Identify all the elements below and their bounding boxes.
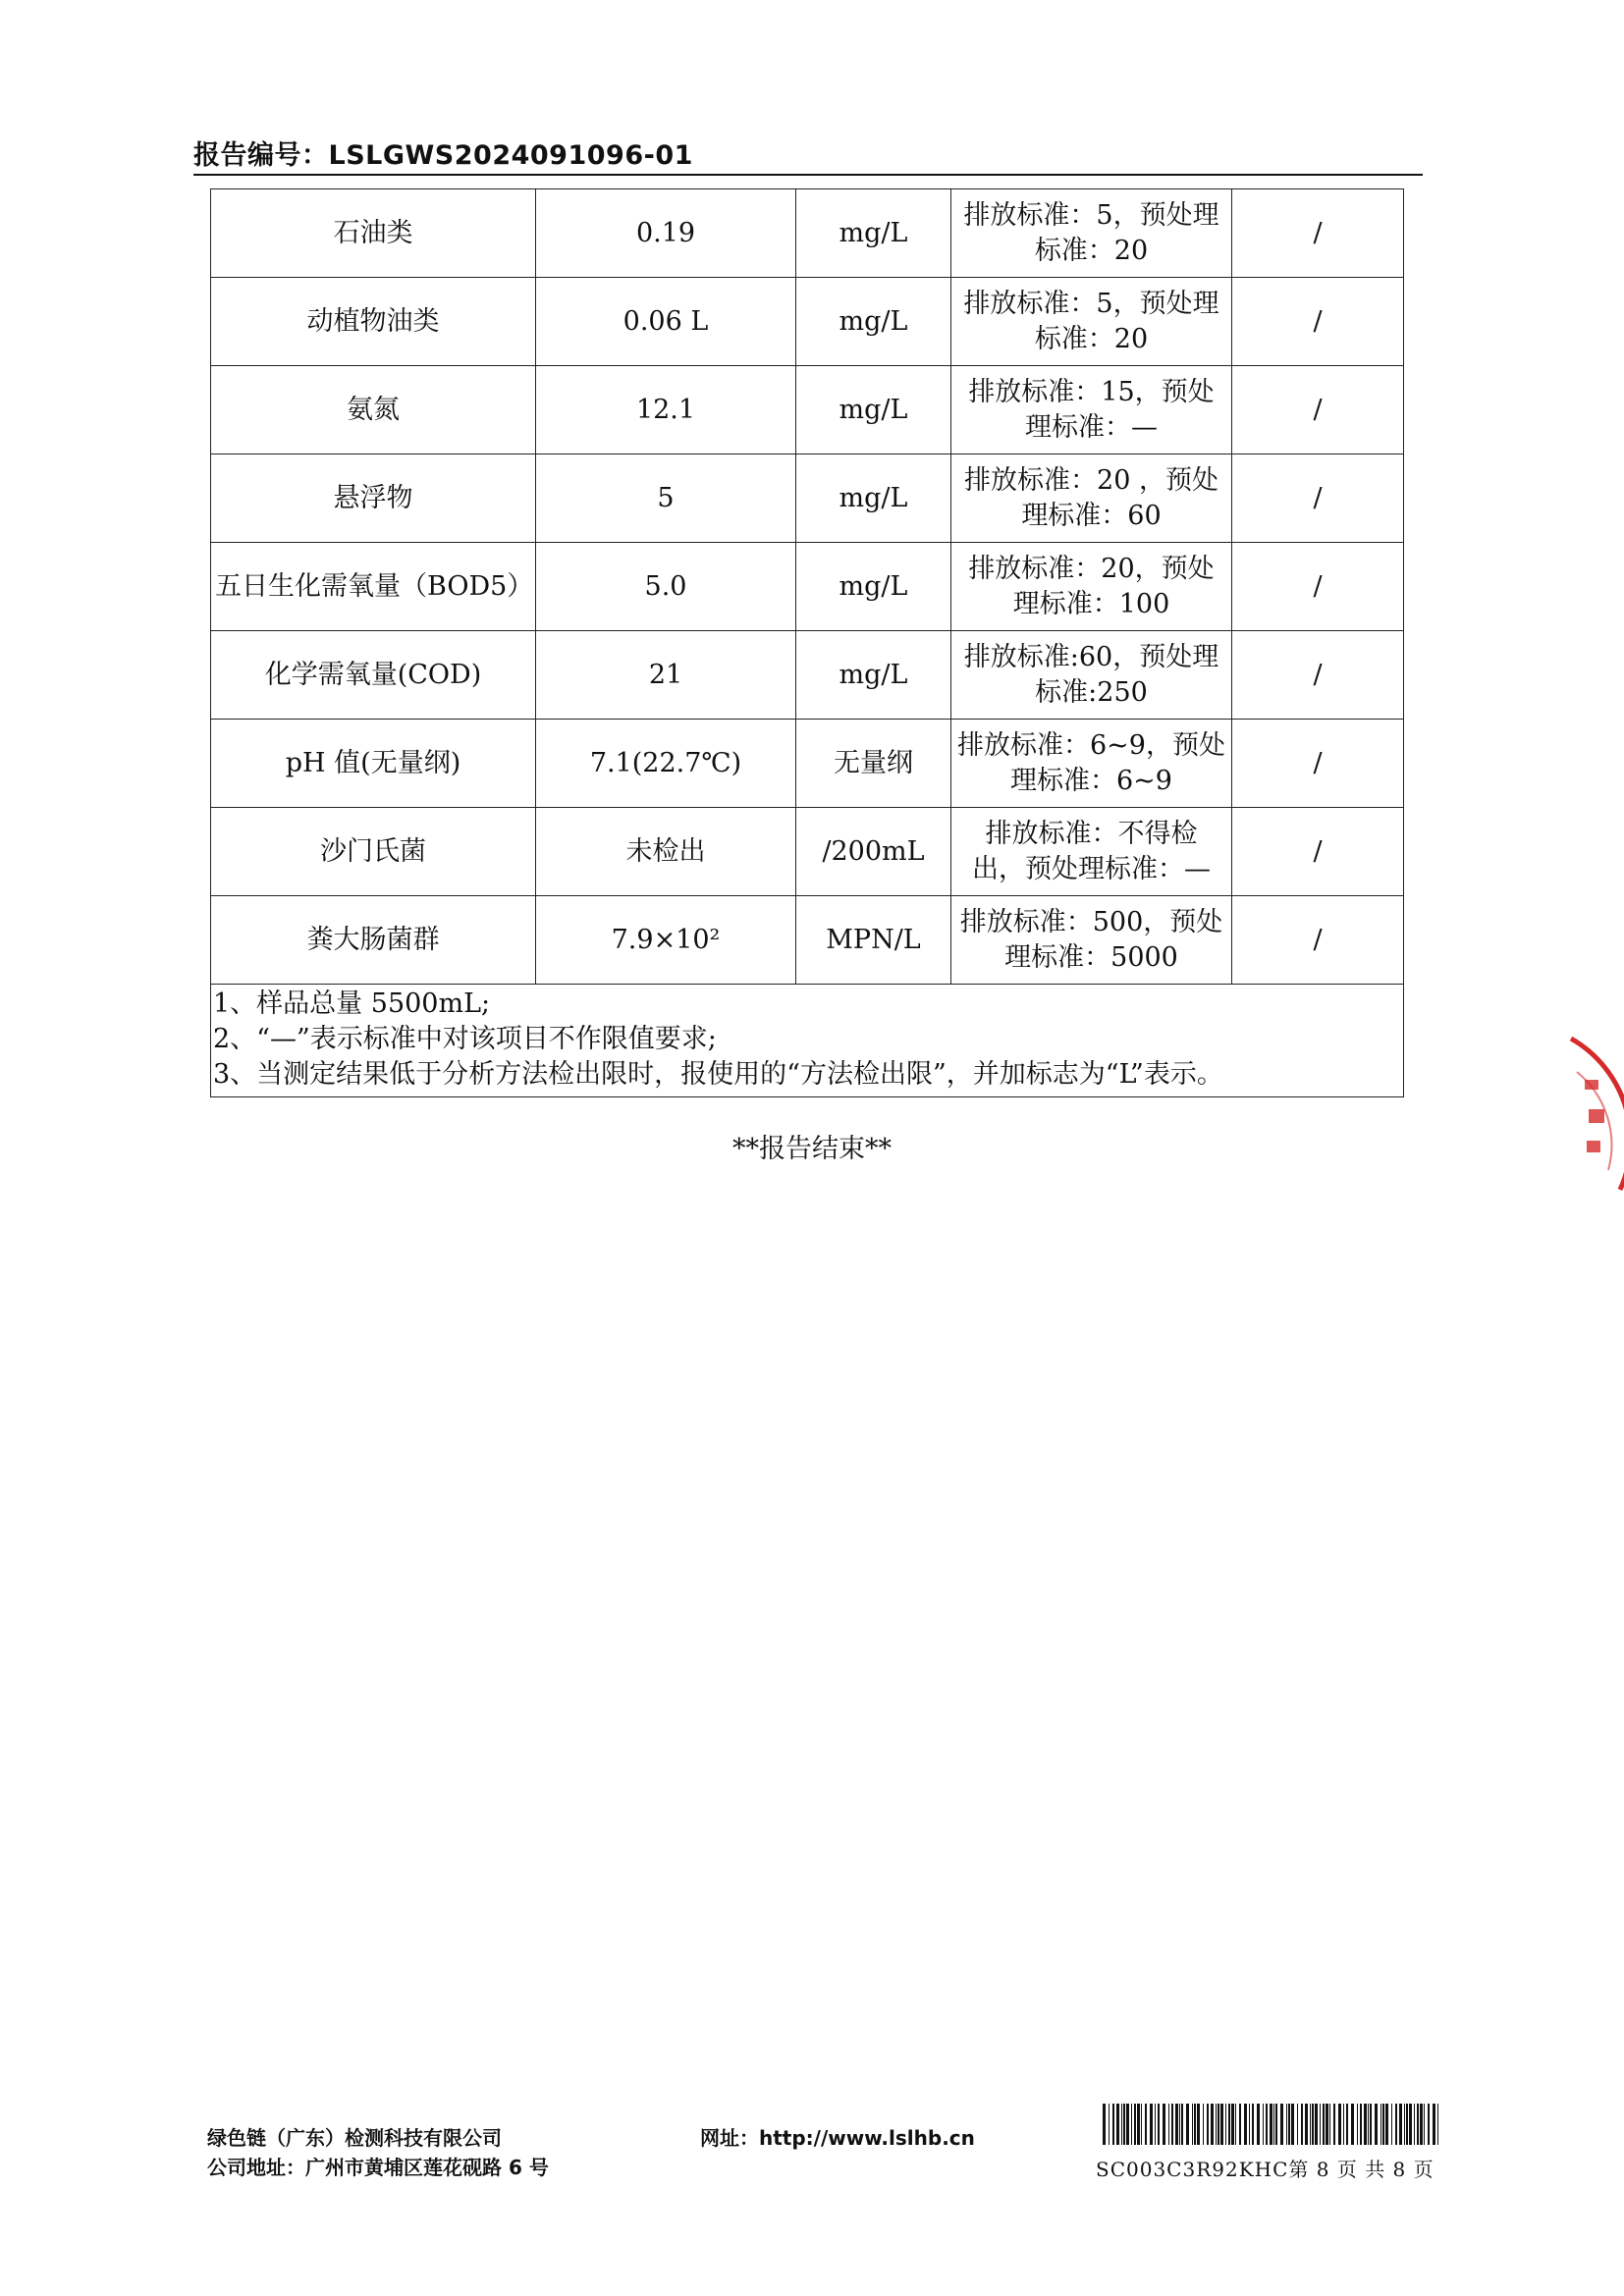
item-unit: mg/L	[796, 454, 951, 543]
barcode-bar	[1424, 2104, 1425, 2145]
item-unit: MPN/L	[796, 896, 951, 985]
barcode-bar	[1126, 2104, 1129, 2145]
barcode-bar	[1194, 2104, 1196, 2145]
barcode-bar	[1263, 2104, 1264, 2145]
item-unit: mg/L	[796, 631, 951, 720]
barcode-bar	[1291, 2104, 1294, 2145]
barcode-bar	[1414, 2104, 1415, 2145]
table-row	[211, 720, 1404, 808]
barcode-bar	[1216, 2104, 1217, 2145]
item-standard	[951, 278, 1232, 366]
item-standard	[951, 808, 1232, 896]
standard-line: 标准：20	[1034, 323, 1149, 354]
item-judgement: /	[1232, 189, 1404, 278]
footer-company-block	[207, 2123, 549, 2182]
item-name: 悬浮物	[211, 454, 536, 543]
standard-line: 理标准：5000	[1004, 941, 1178, 973]
barcode-bar	[1218, 2104, 1219, 2145]
barcode-bar	[1252, 2104, 1254, 2145]
item-result: 5.0	[536, 543, 796, 631]
item-result: 12.1	[536, 366, 796, 454]
standard-line: 排放标准：5，预处理	[963, 199, 1219, 231]
barcode-bar	[1231, 2104, 1234, 2145]
item-result: 7.1(22.7℃)	[536, 720, 796, 808]
barcode-bar	[1179, 2104, 1180, 2145]
standard-line: 排放标准：20 ，预处	[964, 464, 1218, 496]
barcode-bar	[1275, 2104, 1277, 2145]
item-judgement: /	[1232, 366, 1404, 454]
barcode-bar	[1437, 2104, 1438, 2145]
barcode-bar	[1357, 2104, 1358, 2145]
barcode-bar	[1273, 2104, 1274, 2145]
barcode-bar	[1368, 2104, 1369, 2145]
item-name: 化学需氧量(COD)	[211, 631, 536, 720]
barcode-bar	[1280, 2104, 1283, 2145]
note-line: 1、样品总量 5500mL;	[213, 988, 491, 1019]
item-name: 粪大肠菌群	[211, 896, 536, 985]
item-name: pH 值(无量纲)	[211, 720, 536, 808]
barcode-bar	[1399, 2104, 1402, 2145]
barcode-bar	[1312, 2104, 1314, 2145]
barcode-bar	[1131, 2104, 1132, 2145]
page-number: 第 8 页 共 8 页	[1288, 2158, 1435, 2181]
barcode-bar	[1420, 2104, 1423, 2145]
header-divider	[193, 174, 1423, 176]
item-standard	[951, 454, 1232, 543]
barcode-bar	[1343, 2104, 1344, 2145]
item-judgement: /	[1232, 896, 1404, 985]
barcode-bar	[1112, 2104, 1114, 2145]
barcode-bar	[1391, 2104, 1392, 2145]
barcode-bar	[1228, 2104, 1230, 2145]
barcode-bar	[1382, 2104, 1384, 2145]
barcode-bar	[1404, 2104, 1405, 2145]
company-name: 绿色链（广东）检测科技有限公司	[207, 2126, 502, 2150]
item-result: 0.06 L	[536, 278, 796, 366]
barcode-bar	[1207, 2104, 1209, 2145]
report-end-marker: **报告结束**	[732, 1134, 892, 1164]
barcode-bar	[1197, 2104, 1200, 2145]
standard-line: 理标准：100	[1012, 588, 1170, 619]
barcode-bar	[1301, 2104, 1303, 2145]
standard-line: 排放标准：不得检	[985, 818, 1198, 849]
table-row	[211, 543, 1404, 631]
item-unit: mg/L	[796, 278, 951, 366]
barcode-bar	[1220, 2104, 1223, 2145]
barcode-bar	[1168, 2104, 1169, 2145]
note-line: 3、当测定结果低于分析方法检出限时，报使用的“方法检出限”，并加标志为“L”表示。	[213, 1059, 1223, 1090]
item-result: 21	[536, 631, 796, 720]
barcode-bar	[1297, 2104, 1298, 2145]
barcode-bar	[1406, 2104, 1408, 2145]
red-seal-stamp	[1569, 1033, 1624, 1201]
barcode-bar	[1181, 2104, 1183, 2145]
barcode-bar	[1320, 2104, 1321, 2145]
item-standard	[951, 896, 1232, 985]
standard-line: 理标准：—	[1025, 411, 1158, 443]
barcode-bar	[1385, 2104, 1388, 2145]
barcode-bar	[1211, 2104, 1214, 2145]
item-result: 未检出	[536, 808, 796, 896]
barcode-bar	[1134, 2104, 1136, 2145]
barcode-bar	[1121, 2104, 1122, 2145]
standard-line: 排放标准:60，预处理	[963, 641, 1219, 672]
item-name: 石油类	[211, 189, 536, 278]
barcode	[1103, 2104, 1442, 2145]
barcode-bar	[1310, 2104, 1311, 2145]
barcode-bar	[1150, 2104, 1153, 2145]
barcode-bar	[1323, 2104, 1325, 2145]
barcode-bar	[1109, 2104, 1110, 2145]
barcode-bar	[1257, 2104, 1260, 2145]
standard-line: 排放标准：500，预处	[959, 906, 1223, 937]
notes-cell	[211, 985, 1404, 1097]
barcode-bar	[1203, 2104, 1204, 2145]
barcode-bar	[1137, 2104, 1140, 2145]
barcode-bar	[1186, 2104, 1189, 2145]
item-result: 0.19	[536, 189, 796, 278]
results-table	[210, 188, 1404, 1097]
item-standard	[951, 631, 1232, 720]
barcode-bar	[1286, 2104, 1287, 2145]
item-unit: mg/L	[796, 366, 951, 454]
barcode-bar	[1116, 2104, 1119, 2145]
item-name: 动植物油类	[211, 278, 536, 366]
barcode-bar	[1305, 2104, 1308, 2145]
table-row	[211, 896, 1404, 985]
barcode-bar	[1375, 2104, 1378, 2145]
barcode-bar	[1360, 2104, 1362, 2145]
barcode-bar	[1266, 2104, 1268, 2145]
barcode-bar	[1103, 2104, 1106, 2145]
barcode-bar	[1329, 2104, 1330, 2145]
item-judgement: /	[1232, 720, 1404, 808]
standard-line: 排放标准：20，预处	[968, 553, 1215, 584]
item-standard	[951, 189, 1232, 278]
item-judgement: /	[1232, 808, 1404, 896]
standard-line: 标准:250	[1035, 676, 1148, 708]
item-judgement: /	[1232, 631, 1404, 720]
barcode-bar	[1158, 2104, 1160, 2145]
standard-line: 标准：20	[1034, 235, 1149, 266]
barcode-bar	[1428, 2104, 1430, 2145]
barcode-bar	[1141, 2104, 1142, 2145]
standard-line: 理标准：6~9	[1010, 765, 1172, 796]
barcode-bar	[1417, 2104, 1419, 2145]
table-row	[211, 189, 1404, 278]
barcode-bar	[1239, 2104, 1241, 2145]
document-code: SC003C3R92KHC	[1096, 2158, 1289, 2181]
barcode-bar	[1123, 2104, 1125, 2145]
barcode-bar	[1395, 2104, 1397, 2145]
standard-line: 排放标准：6~9，预处	[957, 729, 1225, 761]
footer-code-line	[1096, 2154, 1435, 2182]
item-standard	[951, 543, 1232, 631]
standard-line: 排放标准：5，预处理	[963, 288, 1219, 319]
standard-line: 排放标准：15，预处	[968, 376, 1215, 407]
barcode-bar	[1370, 2104, 1372, 2145]
barcode-bar	[1364, 2104, 1367, 2145]
table-row	[211, 278, 1404, 366]
barcode-bar	[1244, 2104, 1247, 2145]
barcode-bar	[1433, 2104, 1435, 2145]
report-number: 报告编号：LSLGWS2024091096-01	[193, 140, 693, 171]
barcode-bar	[1175, 2104, 1178, 2145]
item-result: 7.9×10²	[536, 896, 796, 985]
barcode-bar	[1346, 2104, 1348, 2145]
table-row	[211, 808, 1404, 896]
barcode-bar	[1155, 2104, 1156, 2145]
barcode-bar	[1315, 2104, 1318, 2145]
barcode-bar	[1145, 2104, 1147, 2145]
barcode-bar	[1333, 2104, 1335, 2145]
table-row	[211, 631, 1404, 720]
barcode-bar	[1249, 2104, 1250, 2145]
barcode-bar	[1326, 2104, 1328, 2145]
item-name: 沙门氏菌	[211, 808, 536, 896]
item-unit: mg/L	[796, 543, 951, 631]
item-judgement: /	[1232, 543, 1404, 631]
item-unit: mg/L	[796, 189, 951, 278]
barcode-bar	[1380, 2104, 1381, 2145]
barcode-bar	[1270, 2104, 1272, 2145]
barcode-bar	[1288, 2104, 1290, 2145]
barcode-bar	[1163, 2104, 1165, 2145]
standard-line: 理标准：60	[1021, 500, 1162, 531]
item-name: 氨氮	[211, 366, 536, 454]
table-row	[211, 366, 1404, 454]
item-standard	[951, 720, 1232, 808]
company-website: 网址：http://www.lslhb.cn	[700, 2126, 975, 2150]
table-row	[211, 454, 1404, 543]
item-result: 5	[536, 454, 796, 543]
item-judgement: /	[1232, 454, 1404, 543]
barcode-bar	[1351, 2104, 1354, 2145]
barcode-bar	[1235, 2104, 1236, 2145]
barcode-bar	[1171, 2104, 1173, 2145]
item-unit: /200mL	[796, 808, 951, 896]
company-address: 公司地址：广州市黄埔区莲花砚路 6 号	[207, 2156, 549, 2179]
item-standard	[951, 366, 1232, 454]
barcode-bar	[1409, 2104, 1412, 2145]
item-unit: 无量纲	[796, 720, 951, 808]
barcode-bar	[1225, 2104, 1226, 2145]
item-name: 五日生化需氧量（BOD5）	[211, 543, 536, 631]
note-line: 2、“—”表示标准中对该项目不作限值要求;	[213, 1024, 717, 1054]
barcode-bar	[1338, 2104, 1341, 2145]
standard-line: 出，预处理标准：—	[972, 853, 1211, 884]
item-judgement: /	[1232, 278, 1404, 366]
barcode-bar	[1192, 2104, 1193, 2145]
notes-row	[211, 985, 1404, 1097]
